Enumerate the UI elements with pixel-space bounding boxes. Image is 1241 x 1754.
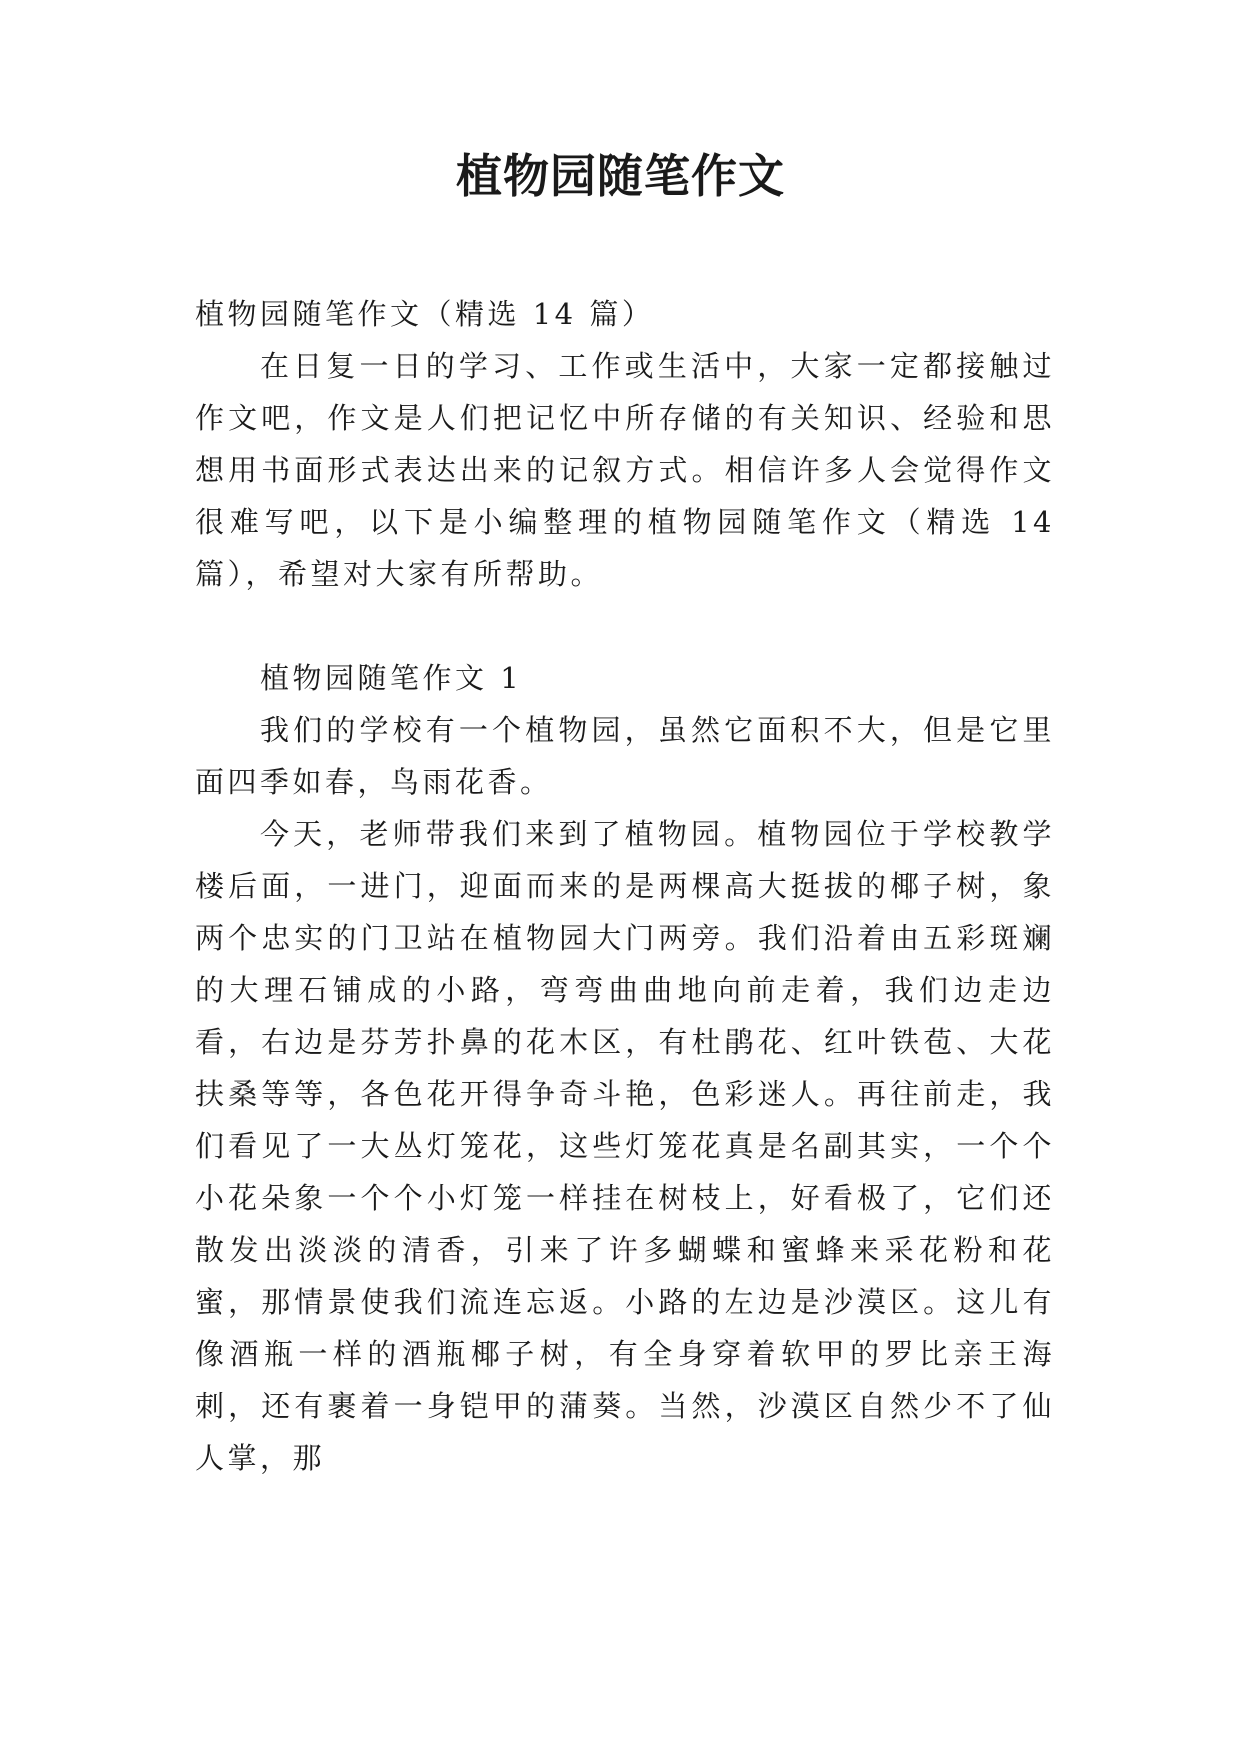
section-spacer xyxy=(195,600,1055,652)
document-subtitle: 植物园随笔作文（精选 14 篇） xyxy=(195,297,655,331)
body-paragraph: 我们的学校有一个植物园，虽然它面积不大，但是它里面四季如春，鸟雨花香。 xyxy=(195,713,1055,799)
document-body xyxy=(195,288,1055,1484)
intro-paragraph: 在日复一日的学习、工作或生活中，大家一定都接触过作文吧，作文是人们把记忆中所存储的有关知识、经验和思想用书面形式表达出来的记叙方式。相信许多人会觉得作文很难写吧，以下是小编整理的植物园随笔作文（精选 14 篇），希望对大家有所帮助。 xyxy=(195,349,1055,591)
section-heading: 植物园随笔作文 1 xyxy=(260,661,523,695)
document-title: 植物园随笔作文 xyxy=(456,149,785,203)
body-paragraph: 今天，老师带我们来到了植物园。植物园位于学校教学楼后面，一进门，迎面而来的是两棵高大挺拔的椰子树，象两个忠实的门卫站在植物园大门两旁。我们沿着由五彩斑斓的大理石铺成的小路，弯弯曲曲地向前走着，我们边走边看，右边是芬芳扑鼻的花木区，有杜鹃花、红叶铁苞、大花扶桑等等，各色花开得争奇斗艳，色彩迷人。再往前走，我们看见了一大丛灯笼花，这些灯笼花真是名副其实，一个个小花朵象一个个小灯笼一样挂在树枝上，好看极了，它们还散发出淡淡的清香，引来了许多蝴蝶和蜜蜂来采花粉和花蜜，那情景使我们流连忘返。小路的左边是沙漠区。这儿有像酒瓶一样的酒瓶椰子树，有全身穿着软甲的罗比亲王海刺，还有裹着一身铠甲的蒲葵。当然，沙漠区自然少不了仙人掌，那 xyxy=(195,817,1055,1475)
